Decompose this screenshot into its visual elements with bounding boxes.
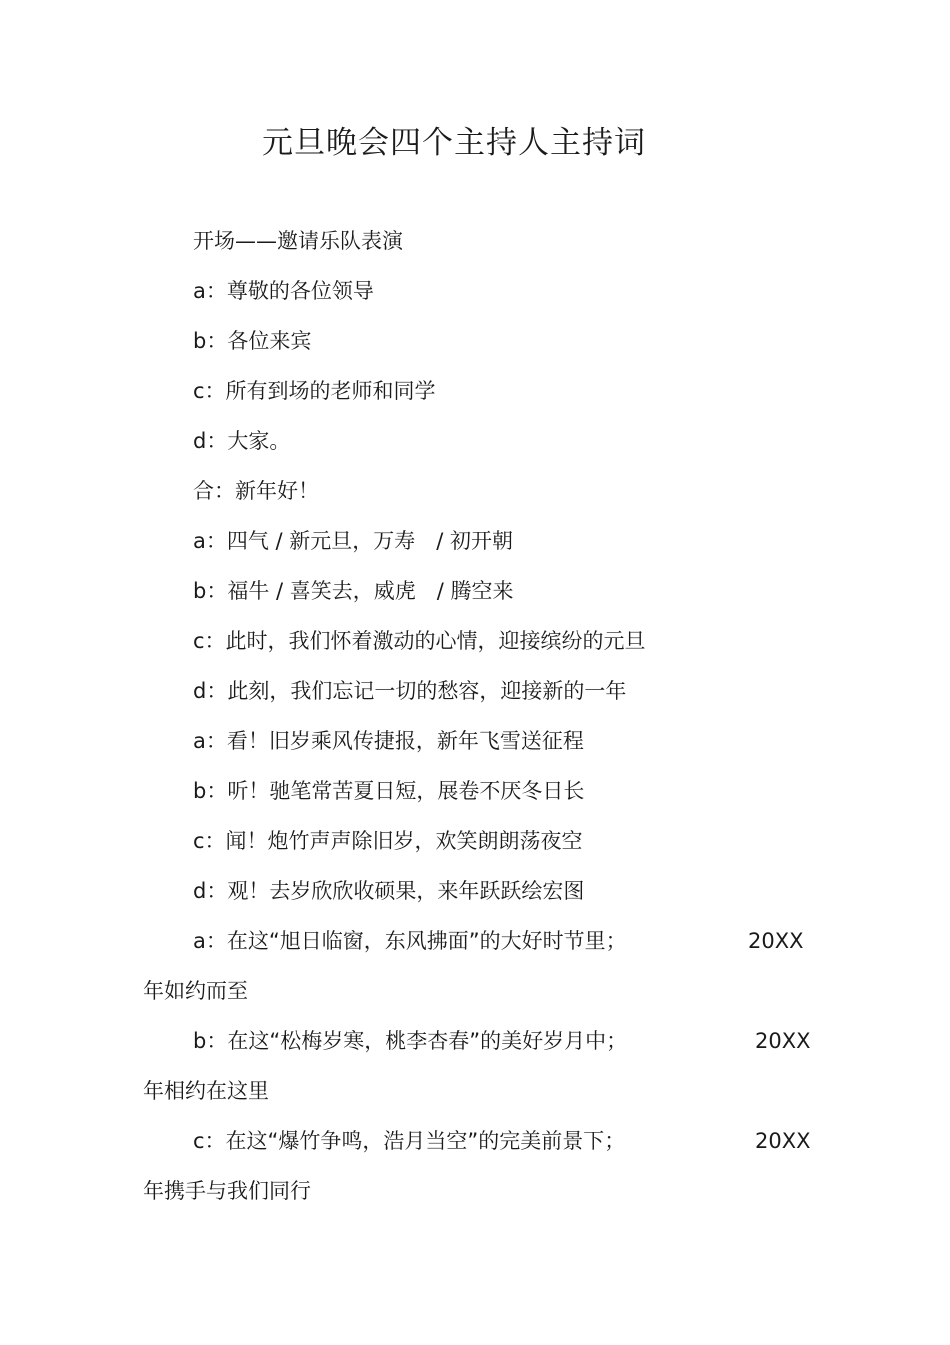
paragraph-line	[0, 1116, 950, 1166]
paragraph-line	[0, 916, 950, 966]
paragraph-continuation: 年如约而至	[143, 979, 248, 1003]
script-line: a：四气 / 新元旦，万寿 / 初开朝	[193, 529, 514, 553]
script-line: d：此刻，我们忘记一切的愁容，迎接新的一年	[193, 679, 627, 703]
script-line: c：此时，我们怀着激动的心情，迎接缤纷的元旦	[193, 629, 646, 653]
script-line: c：闻！炮竹声声除旧岁，欢笑朗朗荡夜空	[193, 829, 583, 853]
paragraph-text: c：在这“爆竹争鸣，浩月当空”的完美前景下；	[193, 1129, 626, 1153]
paragraph-year: 20XX	[755, 1129, 811, 1153]
script-line-opening: 开场——邀请乐队表演	[193, 229, 403, 253]
document-title: 元旦晚会四个主持人主持词	[262, 125, 646, 161]
script-line: b：福牛 / 喜笑去，威虎 / 腾空来	[193, 579, 514, 603]
script-line: b：各位来宾	[193, 329, 312, 353]
script-lines	[0, 216, 950, 1216]
paragraph-text: b：在这“松梅岁寒，桃李杏春”的美好岁月中；	[193, 1029, 628, 1053]
paragraph-continuation: 年携手与我们同行	[143, 1179, 311, 1203]
script-line: a：尊敬的各位领导	[193, 279, 374, 303]
paragraph-continuation: 年相约在这里	[143, 1079, 269, 1103]
paragraph-line	[0, 1016, 950, 1066]
script-line: a：看！旧岁乘风传捷报，新年飞雪送征程	[193, 729, 584, 753]
paragraph-year: 20XX	[748, 929, 804, 953]
script-line: c：所有到场的老师和同学	[193, 379, 436, 403]
paragraph-year: 20XX	[755, 1029, 811, 1053]
script-line: d：大家。	[193, 429, 291, 453]
script-line: b：听！驰笔常苦夏日短，展卷不厌冬日长	[193, 779, 585, 803]
paragraph-text: a：在这“旭日临窗，东风拂面”的大好时节里；	[193, 929, 627, 953]
script-line: d：观！去岁欣欣收硕果，来年跃跃绘宏图	[193, 879, 585, 903]
script-line: 合：新年好！	[193, 479, 319, 503]
